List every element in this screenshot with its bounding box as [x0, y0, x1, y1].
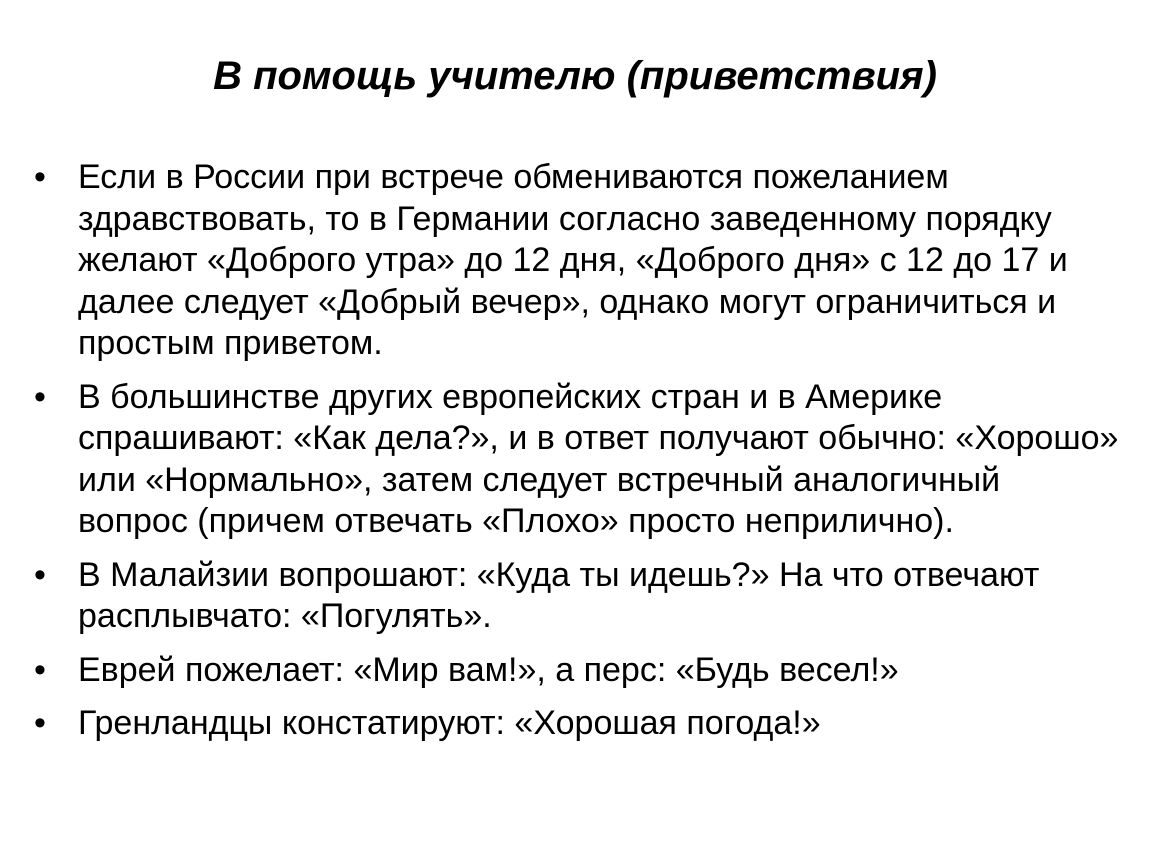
bullet-item-3 [34, 555, 1119, 638]
bullet-text: Гренландцы констатируют: «Хорошая погода!» [78, 704, 821, 742]
bullet-item-4 [34, 650, 1119, 692]
bullet-text: Еврей пожелает: «Мир вам!», а перс: «Будь весел!» [78, 650, 899, 689]
bullet-item-5 [34, 703, 1119, 745]
bullet-item-1 [34, 157, 1119, 365]
bullet-icon: • [34, 377, 46, 416]
bullet-item-2 [34, 377, 1119, 543]
bullet-icon: • [34, 704, 46, 742]
bullet-text: Если в России при встрече обмениваются пожеланием здравствовать, то в Германии согласно заведенному порядку желают «Доброго утра» до 12 дня, «Доброго дня» с 12 до 17 и далее следует «Добрый вечер», однако могут ограничиться и простым приветом. [78, 158, 1068, 362]
bullet-text: В Малайзии вопрошают: «Куда ты идешь?» На что отвечают расплывчато: «Погулять». [78, 555, 1040, 635]
bullet-icon: • [34, 555, 46, 594]
bullet-icon: • [34, 158, 46, 196]
bullet-icon: • [34, 650, 46, 689]
bullet-text: В большинстве других европейских стран и в Америке спрашивают: «Как дела?», и в ответ получают обычно: «Хорошо» или «Нормально», затем следует встречный аналогичный вопрос (причем отвечать «Плохо» просто неприлично). [78, 377, 1119, 540]
bullet-list [34, 157, 1119, 757]
slide-title: В помощь учителю (приветствия) [213, 54, 937, 98]
